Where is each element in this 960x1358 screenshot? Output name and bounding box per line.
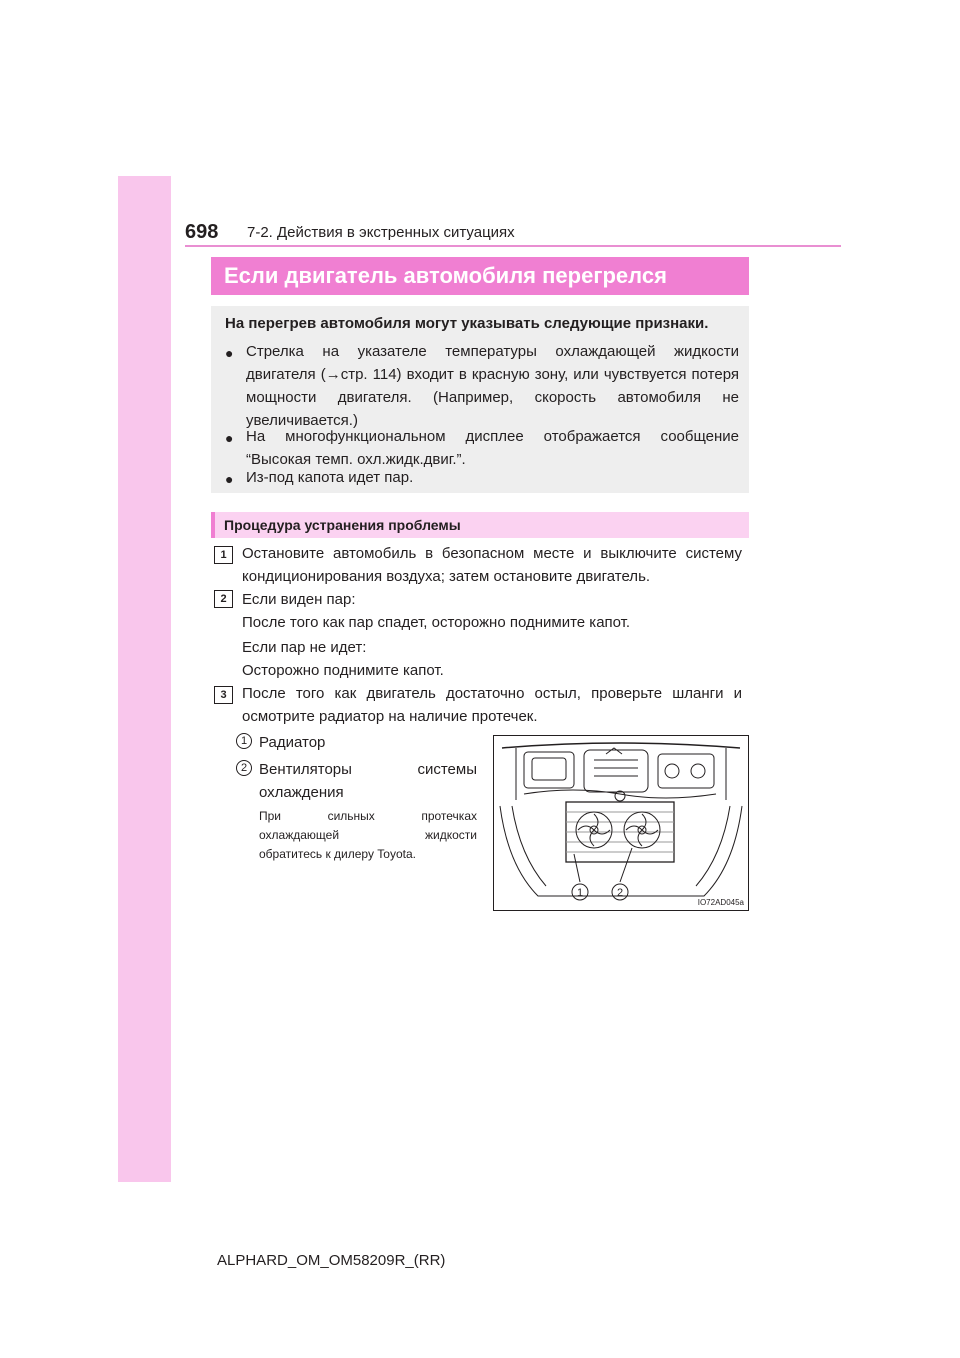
- step-3-text: После того как двигатель достаточно остыл, проверьте шланги и осмотрите радиатор на наличие протечек.: [242, 685, 742, 725]
- step-2-line-3: Если пар не идет:: [242, 639, 367, 656]
- dealer-note-line-2: охлаждающей жидкости: [259, 828, 477, 842]
- legend-number-2: 2: [236, 760, 252, 776]
- page-title: Если двигатель автомобиля перегрелся: [224, 263, 667, 288]
- legend-label-radiator: Радиатор: [259, 734, 326, 751]
- footer-document-code: ALPHARD_OM_OM58209R_(RR): [217, 1252, 446, 1269]
- dealer-note: [259, 807, 477, 864]
- step-number-3: 3: [214, 686, 233, 704]
- legend-label-fans-line-1: Вентиляторы системы: [259, 761, 477, 778]
- figure-callout-1: 1: [576, 887, 584, 899]
- step-2-line-2: После того как пар спадет, осторожно поднимите капот.: [242, 614, 631, 631]
- step-2-line-4: Осторожно поднимите капот.: [242, 662, 444, 679]
- page-number: 698: [185, 221, 219, 243]
- procedure-heading-accent: [211, 512, 215, 538]
- engine-bay-drawing: [494, 736, 748, 910]
- symptom-item-display: На многофункциональном дисплее отображается сообщение “Высокая темп. охл.жидк.двиг.”.: [246, 428, 739, 468]
- legend-number-1: 1: [236, 733, 252, 749]
- legend-label-fans-line-2: охлаждения: [259, 784, 344, 801]
- section-title: 7-2. Действия в экстренных ситуациях: [247, 224, 515, 241]
- legend-label-fans: [259, 758, 477, 804]
- bullet-icon: ●: [225, 345, 234, 361]
- step-1-text: Остановите автомобиль в безопасном месте и выключите систему кондиционирования воздуха; затем остановите двигатель.: [242, 545, 742, 585]
- figure-callout-2: 2: [616, 887, 624, 899]
- bullet-icon: ●: [225, 430, 234, 446]
- step-number-2: 2: [214, 590, 233, 608]
- procedure-heading: Процедура устранения проблемы: [224, 517, 461, 533]
- symptoms-heading: На перегрев автомобиля могут указывать следующие признаки.: [225, 315, 709, 332]
- bullet-icon: ●: [225, 471, 234, 487]
- figure-code: IO72AD045a: [697, 898, 744, 907]
- symptom-item-gauge: Стрелка на указателе температуры охлаждающей жидкости двигателя (→стр. 114) входит в красную зону, или чувствуется потеря мощности двигателя. (Например, скорость автомобиля не увеличивается.): [246, 343, 739, 429]
- dealer-note-line-1: При сильных протечках: [259, 809, 477, 823]
- header-divider: [185, 245, 841, 247]
- engine-bay-illustration: [493, 735, 749, 911]
- symptom-item-steam: Из-под капота идет пар.: [246, 469, 414, 486]
- dealer-note-line-3: обратитесь к дилеру Toyota.: [259, 847, 416, 861]
- chapter-side-tab: [118, 176, 171, 1182]
- step-2-line-1: Если виден пар:: [242, 591, 356, 608]
- step-number-1: 1: [214, 546, 233, 564]
